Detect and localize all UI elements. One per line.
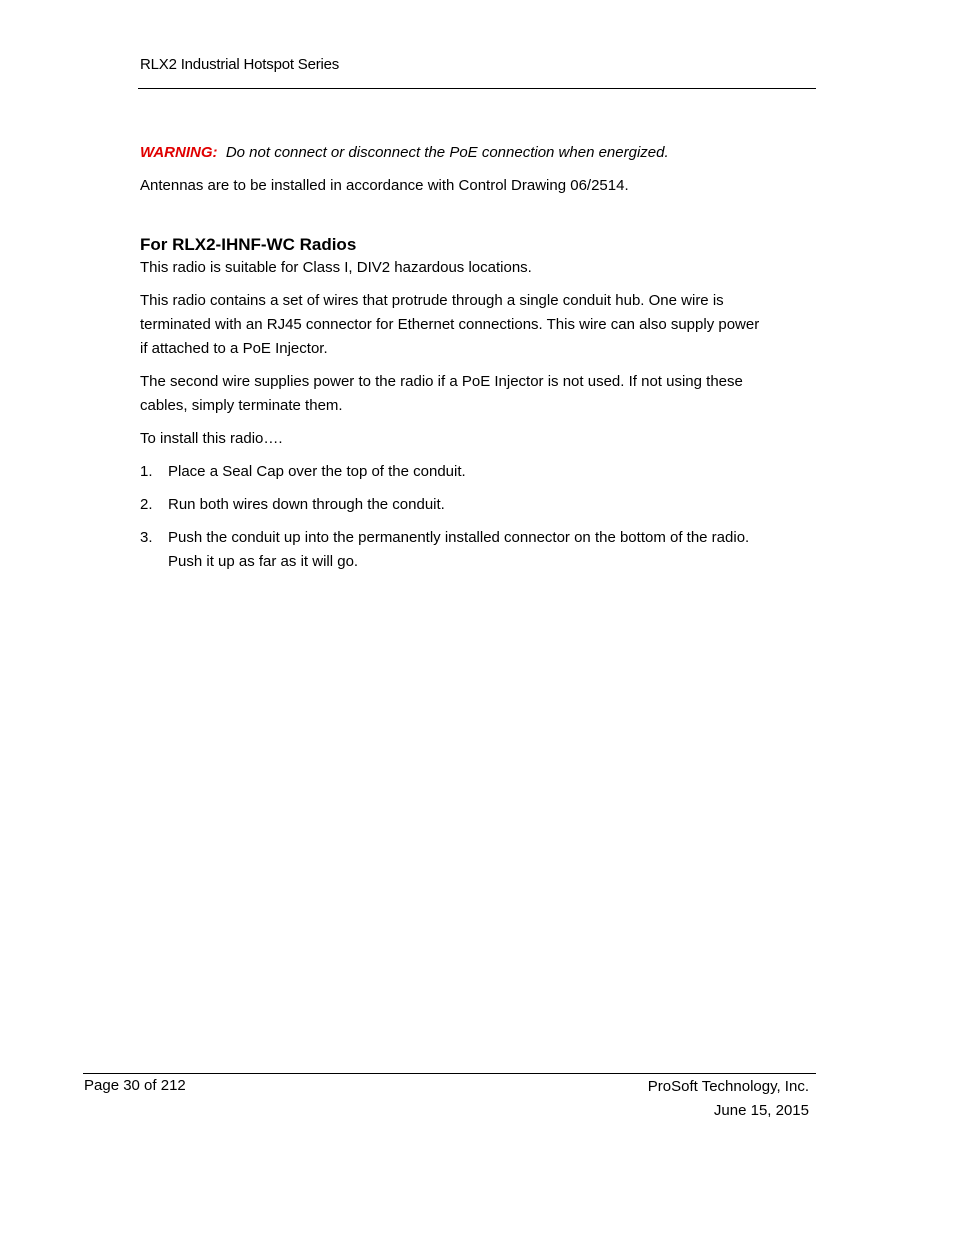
list-item-text: Push the conduit up into the permanently installed connector on the bottom of the radio. Push it up as far as it will go. [168,529,750,570]
footer-divider [83,1073,816,1074]
paragraph-wires: This radio contains a set of wires that protrude through a single conduit hub. One wire is terminated with an RJ45 connector for Ethernet connections. This wire can also supply power if attached to a PoE Injector. [140,292,760,357]
list-item-number: 2. [140,496,153,513]
paragraph-second-wire: The second wire supplies power to the radio if a PoE Injector is not used. If not using these cables, simply terminate them. [140,373,743,414]
footer-date: June 15, 2015 [713,1102,809,1119]
section-heading: For RLX2-IHNF-WC Radios [140,235,357,254]
footer-info [648,1075,809,1123]
page-header-title: RLX2 Industrial Hotspot Series [140,56,340,73]
list-item-number: 3. [140,529,153,546]
footer-page-number: Page 30 of 212 [84,1077,186,1094]
paragraph-install-intro: To install this radio…. [140,430,283,447]
header-divider [138,88,816,89]
page-content [140,142,760,583]
warning-notice [140,142,760,164]
list-item-text: Place a Seal Cap over the top of the conduit. [168,463,466,480]
paragraph-suitability: This radio is suitable for Class I, DIV2 hazardous locations. [140,259,532,276]
install-steps-list [140,460,760,574]
list-item [140,460,760,484]
list-item [140,526,760,574]
list-item [140,493,760,517]
warning-label: WARNING: [140,144,218,161]
list-item-text: Run both wires down through the conduit. [168,496,445,513]
antenna-note: Antennas are to be installed in accordance with Control Drawing 06/2514. [140,177,629,194]
footer-company: ProSoft Technology, Inc. [647,1078,809,1095]
warning-text: Do not connect or disconnect the PoE connection when energized. [225,144,669,161]
list-item-number: 1. [140,463,153,480]
